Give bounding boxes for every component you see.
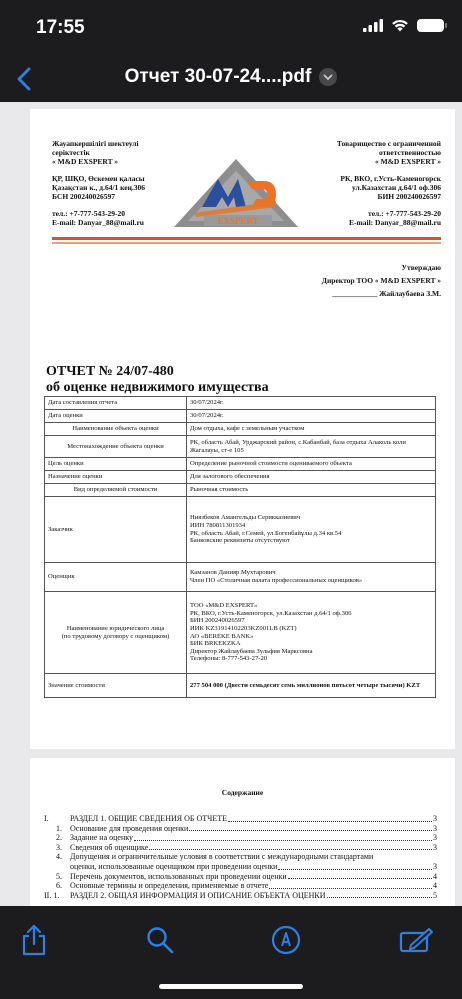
toc-number: 6. bbox=[56, 881, 62, 891]
table-value: 277 504 000 (Двести семьдесят семь миллионов пятьсот четыре тысячи) KZT bbox=[187, 674, 436, 698]
letterhead-text: Жауапкершілігі шектеулі bbox=[52, 139, 139, 148]
table-value: Ниязбеков Амангельды Серикказиевич ИИН 780811301934 РК, область Абай, г.Семей, ул.Богенбайұлы д.34 кв.54 Банковские реквизиты отсутствуют bbox=[187, 497, 436, 563]
table-value: Дом отдыха, кафе с земельным участком bbox=[187, 423, 436, 436]
home-indicator[interactable] bbox=[159, 984, 303, 989]
toc-leader bbox=[269, 888, 432, 889]
toc-page: 5 bbox=[433, 890, 437, 900]
table-key: Наименование объекта оценки bbox=[45, 423, 187, 436]
table-key: Наименование юридического лица (по трудовому договору с оценщиком) bbox=[45, 592, 187, 674]
letterhead-text: БСН 200240026597 bbox=[52, 192, 116, 201]
table-of-contents bbox=[44, 814, 437, 900]
letterhead-text: РК, ВКО, г.Усть-Каменогорск bbox=[340, 174, 441, 183]
toc-item[interactable] bbox=[44, 852, 437, 862]
toc-item[interactable] bbox=[44, 843, 437, 853]
table-row bbox=[45, 436, 436, 458]
table-row bbox=[45, 423, 436, 436]
letterhead-text: « M&D EXSPERT » bbox=[374, 157, 441, 166]
table-key: Дата оценки bbox=[45, 410, 187, 423]
toc-text: Сведения об оценщике bbox=[70, 842, 149, 852]
table-value: 30/07/2024г. bbox=[187, 410, 436, 423]
toc-text: РАЗДЕЛ 1. ОБЩИЕ СВЕДЕНИЯ ОБ ОТЧЕТЕ bbox=[70, 814, 227, 823]
toc-item[interactable] bbox=[44, 872, 437, 882]
toc-item-continuation[interactable] bbox=[44, 862, 437, 872]
toc-page: 3 bbox=[433, 823, 437, 833]
letterhead-text: тел.: +7-777-543-29-20 bbox=[368, 209, 441, 218]
letterhead-divider bbox=[52, 237, 441, 240]
status-icons bbox=[363, 19, 444, 32]
table-row bbox=[45, 674, 436, 698]
document-title: Отчет 30-07-24....pdf bbox=[124, 66, 312, 87]
toc-page: 3 bbox=[433, 833, 437, 843]
toc-number: I. bbox=[44, 814, 49, 823]
toc-leader bbox=[189, 830, 432, 831]
toc-item[interactable] bbox=[44, 891, 437, 901]
table-value: 30/07/2024г. bbox=[187, 397, 436, 410]
table-value: Для залогового обеспечения bbox=[187, 471, 436, 484]
approval-line: Утверждаю bbox=[401, 263, 441, 272]
markup-icon bbox=[271, 925, 301, 955]
toc-item[interactable] bbox=[44, 833, 437, 843]
approval-line: Директор ТОО « M&D EXSPERT » bbox=[321, 276, 441, 285]
toc-number: 1. bbox=[56, 823, 62, 833]
table-value: ТОО «M&D EXSPERT» РК, ВКО, г.Усть-Каменогорск, ул.Казахстан д.64/1 оф.306 БИН 200240026597 ИИК KZ31914102203KZ001LB (KZT) АО «BEREKE BANK» БИК BRKEKZKA Директор Жайлаубаева Зульфия Марксовна Телефоны: 8-777-543-27-20 bbox=[187, 592, 436, 674]
table-key: Цель оценки bbox=[45, 458, 187, 471]
toc-leader bbox=[327, 897, 432, 898]
letterhead-divider bbox=[52, 242, 441, 244]
search-icon bbox=[146, 926, 174, 954]
nav-bar bbox=[0, 56, 462, 102]
toc-leader bbox=[228, 821, 432, 822]
toc-text: Задание на оценку bbox=[70, 833, 134, 843]
share-button[interactable] bbox=[14, 920, 54, 960]
battery-icon bbox=[417, 19, 444, 32]
toc-title: Содержание bbox=[221, 788, 264, 797]
table-value: Рыночная стоимость bbox=[187, 484, 436, 497]
table-row bbox=[45, 397, 436, 410]
toc-number: II. 1. bbox=[44, 890, 60, 900]
toc-number: 4. bbox=[56, 852, 62, 862]
toc-text: Перечень документов, использованных при проведении оценки bbox=[70, 871, 287, 881]
letterhead-left bbox=[52, 139, 182, 227]
table-key: Местонахождение объекта оценки bbox=[45, 436, 187, 458]
status-bar bbox=[0, 0, 462, 56]
toc-leader bbox=[288, 878, 432, 879]
pdf-page-1 bbox=[30, 109, 455, 749]
letterhead-text: ответственностью bbox=[379, 148, 441, 157]
report-subtitle: об оценке недвижимого имущества bbox=[46, 380, 269, 395]
report-summary-table bbox=[44, 396, 436, 698]
markup-button[interactable] bbox=[266, 920, 306, 960]
table-row bbox=[45, 497, 436, 563]
toc-page: 3 bbox=[433, 814, 437, 823]
table-row bbox=[45, 484, 436, 497]
toc-item[interactable] bbox=[44, 881, 437, 891]
toc-text: оценки, использованные оценщиком при проведении оценки bbox=[70, 861, 278, 871]
edit-icon bbox=[399, 927, 433, 953]
toc-number: 3. bbox=[56, 842, 62, 852]
toc-item[interactable] bbox=[44, 814, 437, 824]
toc-leader bbox=[278, 869, 432, 870]
table-key: Назначение оценки bbox=[45, 471, 187, 484]
pdf-viewer[interactable] bbox=[0, 102, 462, 906]
status-time: 17:55 bbox=[36, 17, 85, 38]
table-value: Определение рыночной стоимости оцениваемого объекта bbox=[187, 458, 436, 471]
table-row bbox=[45, 471, 436, 484]
search-button[interactable] bbox=[140, 920, 180, 960]
signal-icon bbox=[363, 19, 383, 32]
logo-text: EXSPERT bbox=[217, 216, 259, 226]
report-title: ОТЧЕТ № 24/07-480 bbox=[46, 364, 174, 379]
letterhead-text: серіктестік bbox=[52, 148, 90, 157]
letterhead-text: тел.: +7-777-543-29-20 bbox=[52, 209, 125, 218]
letterhead-text: Товарищество с ограниченной bbox=[336, 139, 441, 148]
letterhead-text: E-mail: Danyar_88@mail.ru bbox=[349, 218, 441, 227]
bottom-toolbar bbox=[0, 906, 462, 999]
wifi-icon bbox=[391, 19, 409, 32]
table-row bbox=[45, 410, 436, 423]
toc-text: РАЗДЕЛ 2. ОБЩАЯ ИНФОРМАЦИЯ И ОПИСАНИЕ ОБЪЕКТА ОЦЕНКИ bbox=[70, 890, 326, 900]
edit-button[interactable] bbox=[396, 920, 436, 960]
toc-text: Основные термины и определения, применяемые в отчете bbox=[70, 881, 269, 891]
table-row bbox=[45, 563, 436, 592]
letterhead-text: ҚР, ШҚО, Өскемен қаласы bbox=[52, 174, 145, 183]
letterhead-text: Қазақстан к., д.64/1 кең.306 bbox=[52, 183, 146, 192]
toc-page: 4 bbox=[433, 881, 437, 891]
letterhead-right bbox=[311, 139, 441, 227]
letterhead-text: ул.Казахстан д.64/1 оф.306 bbox=[351, 183, 441, 192]
chevron-down-icon bbox=[319, 68, 337, 86]
table-value: Камзанов Данияр Мухтарович Член ПО «Столичная палата профессиональных оценщиков» bbox=[187, 563, 436, 592]
toc-number: 5. bbox=[56, 871, 62, 881]
approval-block bbox=[261, 261, 441, 300]
toc-page: 3 bbox=[433, 861, 437, 871]
toc-leader bbox=[134, 840, 432, 841]
table-key: Оценщик bbox=[45, 563, 187, 592]
table-key: Вид определяемой стоимости bbox=[45, 484, 187, 497]
toc-text: Допущения и ограничительные условия в соответствии с международными стандартами bbox=[70, 852, 374, 862]
toc-page: 3 bbox=[433, 842, 437, 852]
table-key: Заказчик bbox=[45, 497, 187, 563]
letterhead-text: « M&D EXSPERT » bbox=[52, 157, 119, 166]
toc-leader bbox=[149, 849, 432, 850]
letterhead-text: БИН 200240026597 bbox=[377, 192, 441, 201]
table-key: Дата составления отчета bbox=[45, 397, 187, 410]
company-logo bbox=[172, 157, 300, 231]
table-key: Значение стоимости bbox=[45, 674, 187, 698]
toc-item[interactable] bbox=[44, 824, 437, 834]
table-row bbox=[45, 458, 436, 471]
share-icon bbox=[21, 924, 47, 956]
toc-number: 2. bbox=[56, 833, 62, 843]
table-row bbox=[45, 592, 436, 674]
pdf-page-2 bbox=[30, 758, 455, 906]
toc-page: 4 bbox=[433, 871, 437, 881]
title-menu[interactable] bbox=[0, 66, 462, 88]
toc-text: Основание для проведения оценки bbox=[70, 823, 189, 833]
letterhead-text: E-mail: Danyar_88@mail.ru bbox=[52, 218, 144, 227]
approval-line: ____________ Жайлаубаева З.М. bbox=[332, 289, 441, 298]
table-value: РК, область Абай, Урджарский район, с.Кабанбай, база отдыха Алаколь коли Жагалауы, ст-е 105 bbox=[187, 436, 436, 458]
